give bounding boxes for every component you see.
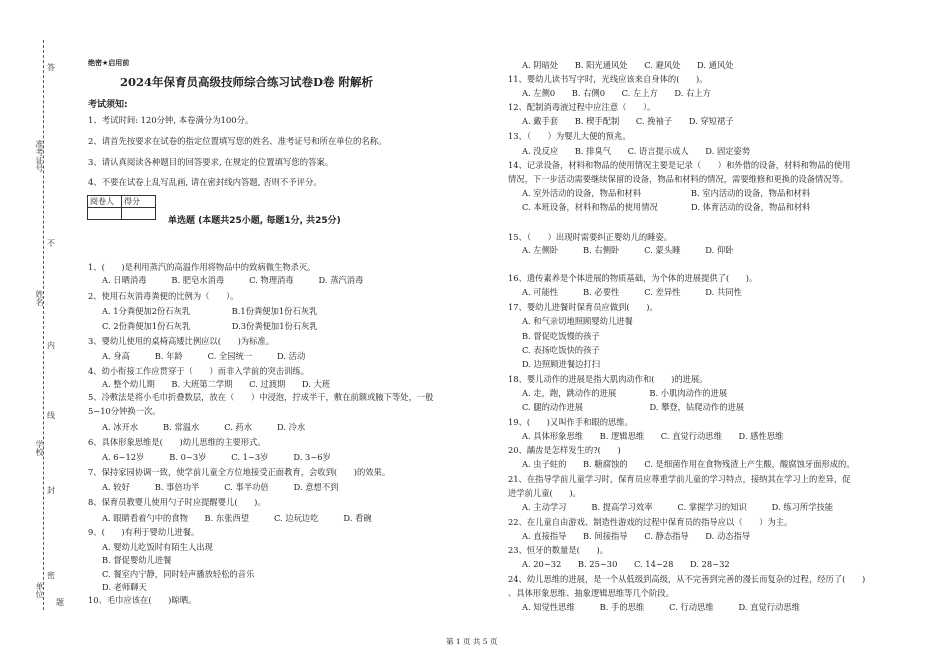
sidebar-label-zhunkaozheng: 准考证号 — [35, 140, 44, 172]
answer-option-line: A. 和气亲切地照顾婴幼儿进餐 — [522, 316, 633, 326]
question-line: 10、毛巾应该在( )晾晒。 — [88, 595, 197, 605]
score-points-label: 得分 — [122, 196, 156, 208]
secret-label: 绝密★启用前 — [88, 59, 130, 67]
score-table — [87, 195, 156, 220]
question-line: 20、龋齿是怎样发生的?( ) — [508, 445, 621, 455]
answer-option-line: A. 左侧0 B. 右侧0 C. 左上方 D. 右上方 — [522, 88, 711, 98]
question-line: 14、记录设备，材料和物品的使用情况主要是记录（ ）和外借的设备，材料和物品的使用 — [508, 160, 851, 170]
question-line: 19、( )又叫作手和眼的思维。 — [508, 417, 633, 427]
question-line: 23、恒牙的数量是( )。 — [508, 545, 609, 555]
question-line: 12、配制消毒液过程中应注意（ ）。 — [508, 102, 656, 112]
page-footer: 第 1 页 共 5 页 — [446, 637, 498, 646]
answer-option-line: C. 餐室内宁静，同时轻声播放轻松的音乐 — [102, 569, 255, 579]
question-line: 2、使用石灰消毒粪便的比例为（ ）。 — [88, 291, 239, 301]
question-line: 3、婴幼儿使用的桌椅高矮比例应以( )为标准。 — [88, 336, 274, 346]
question-line: 1、( )是利用蒸汽的高温作用将物品中的致病微生物杀灭。 — [88, 262, 316, 272]
question-line: 4、幼小衔接工作应贯穿于（ ）而非入学前的突击训练。 — [88, 366, 309, 376]
question-line: 5~10分钟换一次。 — [88, 406, 161, 416]
question-line: 情况，下一步活动需要继续保留的设备，物品和材料的情况，需要维修和更换的设备情况等。 — [508, 174, 849, 184]
seal-char-ti: 题 — [56, 598, 64, 607]
answer-option-line: A. 冰开水 B. 常温水 C. 药水 D. 冷水 — [102, 422, 306, 432]
sidebar-label-unit: 单位 — [35, 582, 44, 598]
question-line: 进学前儿童( )。 — [508, 488, 581, 498]
answer-option-line: A. 走，跑，跳动作的进展 B. 小肌肉动作的进展 — [522, 388, 728, 398]
section-heading: 单选题 (本题共25小题, 每题1分, 共25分) — [168, 216, 341, 226]
notice-item: 3、请认真阅读各种题目的回答要求, 在规定的位置填写您的答案。 — [88, 157, 334, 167]
question-line: 22、在儿童自由游戏、制造性游戏的过程中保育员的指导应以（ ）为主。 — [508, 517, 793, 527]
answer-option-line: A. 可能性 B. 必要性 C. 差异性 D. 共同性 — [522, 287, 742, 297]
notice-item: 1、考试时间: 120分钟, 本卷满分为100分。 — [88, 115, 254, 125]
answer-option-line: A. 知觉性思维 B. 手的思维 C. 行动思维 D. 直觉行动思维 — [522, 602, 800, 612]
answer-option-line: A. 婴幼儿吃饭时有陌生人出现 — [102, 542, 213, 552]
answer-option-line: C. 2份粪便加1份石灰乳 D.3份粪便加1份石灰乳 — [102, 321, 318, 331]
score-reviewer-cell[interactable] — [88, 208, 122, 220]
answer-option-line: A. 阴暗处 B. 阳光通风处 C. 避风处 D. 通风处 — [522, 60, 734, 70]
seal-line — [43, 40, 44, 610]
question-line: 9、( )有利于婴幼儿进餐。 — [88, 527, 200, 537]
seal-char-feng: 封 — [47, 486, 55, 495]
page-title: 2024年保育员高级技师综合练习试卷D卷 附解析 — [120, 75, 373, 89]
question-line: 13、（ ）为婴儿大便的预兆。 — [508, 131, 631, 141]
notice-heading: 考试须知: — [88, 100, 128, 110]
seal-char-nei: 内 — [47, 341, 55, 350]
question-line: 11、婴幼儿读书写字时，光线应该来自身体的( )。 — [508, 74, 708, 84]
answer-option-line: A. 6~12岁 B. 0~3岁 C. 1~3岁 D. 3~6岁 — [102, 452, 331, 462]
answer-option-line: C. 本班设备，材料和物品的使用情况 D. 体育活动的设备，物品和材料 — [522, 202, 811, 212]
answer-option-line: C. 表扬吃饭快的孩子 — [522, 345, 600, 355]
seal-char-bu: 不 — [47, 239, 55, 248]
question-line: 6、具体形象思维是( )幼儿思维的主要形式。 — [88, 437, 266, 447]
answer-option-line: A. 身高 B. 年龄 C. 全园统一 D. 活动 — [102, 351, 306, 361]
answer-option-line: C. 腿的动作进展 D. 攀登，钻爬动作的进展 — [522, 402, 745, 412]
question-line: 、具体形象思维、抽象逻辑思维等几个阶段。 — [508, 588, 674, 598]
seal-char-mi: 答 — [47, 63, 55, 72]
sidebar-label-school: 学校 — [35, 440, 44, 456]
answer-option-line: B. 督促吃饭慢的孩子 — [522, 331, 600, 341]
question-line: 24、幼儿思维的进展，是一个从低级到高级，从不完善到完善的漫长而复杂的过程，经历了( ) — [508, 574, 866, 584]
question-line: 18、婴儿动作的进展是指大肌肉动作和( )的进展。 — [508, 374, 708, 384]
answer-option-line: A. 左侧卧 B. 右侧卧 C. 蒙头睡 D. 仰卧 — [522, 245, 734, 255]
answer-option-line: A. 具体形象思维 B. 逻辑思维 C. 直觉行动思维 D. 感性思维 — [522, 431, 784, 441]
answer-option-line: A. 戴手套 B. 楔手配制 C. 挽袖子 D. 穿短裙子 — [522, 116, 734, 126]
question-line: 15、（ ）出现时需要纠正婴幼儿的睡姿。 — [508, 232, 673, 242]
question-line: 17、婴幼儿进餐时保育员应做到( )。 — [508, 302, 658, 312]
answer-option-line: A. 室外活动的设备，物品和材料 B. 室内活动的设备，物品和材料 — [522, 188, 811, 198]
answer-option-line: A. 没反应 B. 排臭气 C. 语言提示成人 D. 固定姿势 — [522, 146, 751, 156]
answer-option-line: A. 直接指导 B. 间接指导 C. 静态指导 D. 动态指导 — [522, 531, 751, 541]
question-line: 21、在指导学前儿童学习时，保育员应尊重学前儿童的学习特点，接纳其在学习上的差异，促 — [508, 474, 851, 484]
notice-item: 2、请首先按要求在试卷的指定位置填写您的姓名、准考证号和所在单位的名称。 — [88, 136, 387, 146]
score-points-cell[interactable] — [122, 208, 156, 220]
seal-char-xian: 线 — [47, 411, 55, 420]
answer-option-line: B. 督促婴幼儿进餐 — [102, 555, 172, 565]
question-line: 5、冷敷法是将小毛巾折叠数层，放在（ ）中浸泡，拧成半干，敷在前额或腋下等处，一般 — [88, 392, 434, 402]
question-line: 16、遗传素养是个体进展的物质基础，为个体的进展提供了( )。 — [508, 273, 758, 283]
question-line: 7、保持家园协调一致，使学前儿童全方位地接受正面教育，会收到( )的效果。 — [88, 467, 391, 477]
answer-option-line: A. 整个幼儿期 B. 大班第二学期 C. 过渡期 D. 大班 — [102, 379, 331, 389]
answer-option-line: A. 20~32 B. 25~30 C. 14~28 D. 28~32 — [522, 559, 730, 569]
answer-option-line: A. 日晒消毒 B. 肥皂水消毒 C. 物理消毒 D. 蒸汽消毒 — [102, 275, 364, 285]
notice-item: 4、不要在试卷上乱写乱画, 请在密封线内答题, 否则不予评分。 — [88, 177, 322, 187]
answer-option-line: A. 主动学习 B. 提高学习效率 C. 掌握学习的知识 D. 练习所学技能 — [522, 502, 834, 512]
sidebar-label-name: 姓名 — [35, 290, 44, 306]
answer-option-line: D. 老师聊天 — [102, 582, 147, 592]
answer-option-line: A. 较好 B. 事倍功半 C. 事半功倍 D. 意想不到 — [102, 482, 339, 492]
answer-option-line: A. 虫子蛀的 B. 糖腐蚀的 C. 是细菌作用在食物残渣上产生酸，酸腐蚀牙面形成的。 — [522, 459, 855, 469]
seal-char-mi2: 密 — [47, 571, 55, 580]
question-line: 8、保育员教婴儿使用勺子时应提醒婴儿( )。 — [88, 497, 266, 507]
score-reviewer-label: 阅卷人 — [88, 196, 122, 208]
answer-option-line: A. 1分粪便加2份石灰乳 B.1份粪便加1份石灰乳 — [102, 306, 318, 316]
answer-option-line: A. 眼睛看着勺中的食物 B. 东张西望 C. 边玩边吃 D. 看碗 — [102, 513, 372, 523]
answer-option-line: D. 边照顾进餐边打扫 — [522, 359, 601, 369]
